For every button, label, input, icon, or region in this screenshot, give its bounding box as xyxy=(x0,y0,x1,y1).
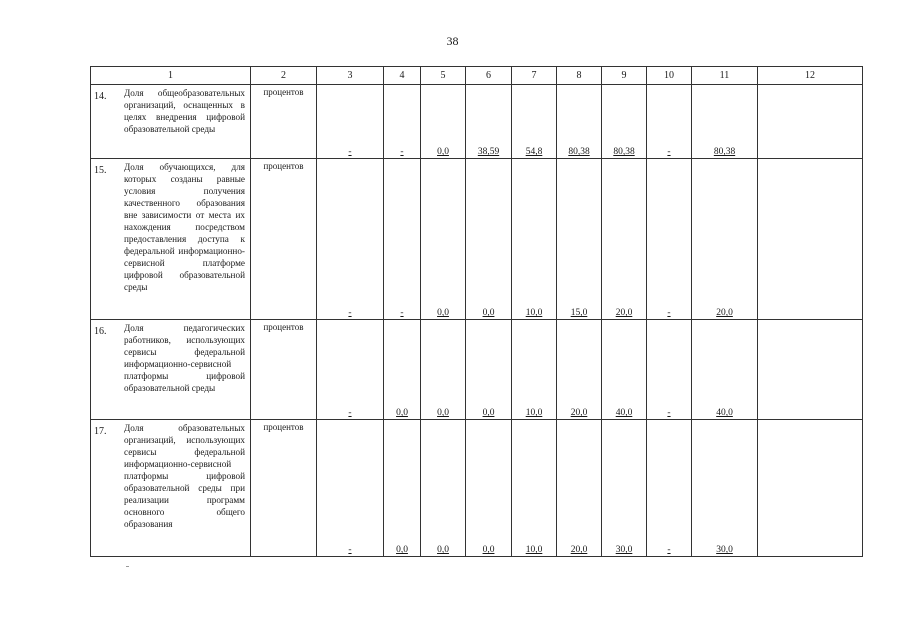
scan-mark xyxy=(126,566,129,567)
indicator-cell xyxy=(91,420,251,557)
column-header: 6 xyxy=(466,67,512,85)
value-cell: 80,38 xyxy=(692,85,758,159)
value-cell: 20,0 xyxy=(602,159,647,320)
column-12-cell xyxy=(758,159,863,320)
indicator-name: Доля педагогических работников, использующих сервисы федеральной информационно-сервисной платформы цифровой образовательной среды xyxy=(124,323,245,393)
indicator-cell xyxy=(91,320,251,420)
column-header: 12 xyxy=(758,67,863,85)
value-cell: - xyxy=(317,420,384,557)
column-header: 10 xyxy=(647,67,692,85)
indicator-name: Доля образовательных организаций, использующих сервисы федеральной информационно-сервисной платформы цифровой образовательной среды при реализации программ основного общего образования xyxy=(124,423,245,529)
unit-cell: процентов xyxy=(251,159,317,320)
indicator-cell xyxy=(91,85,251,159)
column-header: 11 xyxy=(692,67,758,85)
value-cell: 30,0 xyxy=(602,420,647,557)
column-header: 1 xyxy=(91,67,251,85)
row-number: 15. xyxy=(94,165,107,176)
column-header: 4 xyxy=(384,67,421,85)
column-12-cell xyxy=(758,420,863,557)
column-header: 5 xyxy=(421,67,466,85)
indicator-cell xyxy=(91,159,251,320)
column-12-cell xyxy=(758,85,863,159)
table-row xyxy=(91,85,863,159)
value-cell: 10,0 xyxy=(512,320,557,420)
value-cell: - xyxy=(647,420,692,557)
value-cell: 0,0 xyxy=(466,420,512,557)
value-cell: 0,0 xyxy=(421,85,466,159)
value-cell: 0,0 xyxy=(384,420,421,557)
column-header: 2 xyxy=(251,67,317,85)
value-cell: 20,0 xyxy=(692,159,758,320)
column-header: 8 xyxy=(557,67,602,85)
unit-cell: процентов xyxy=(251,320,317,420)
value-cell: 80,38 xyxy=(602,85,647,159)
value-cell: 54,8 xyxy=(512,85,557,159)
table-row xyxy=(91,320,863,420)
value-cell: - xyxy=(384,85,421,159)
value-cell: - xyxy=(647,85,692,159)
value-cell: 40,0 xyxy=(602,320,647,420)
value-cell: 30,0 xyxy=(692,420,758,557)
value-cell: - xyxy=(317,320,384,420)
unit-cell: процентов xyxy=(251,420,317,557)
value-cell: - xyxy=(317,85,384,159)
value-cell: 0,0 xyxy=(421,420,466,557)
value-cell: 0,0 xyxy=(466,159,512,320)
value-cell: 0,0 xyxy=(421,320,466,420)
indicator-name: Доля общеобразовательных организаций, оснащенных в целях внедрения цифровой образовательной среды xyxy=(124,88,245,134)
row-number: 16. xyxy=(94,326,107,337)
value-cell: 80,38 xyxy=(557,85,602,159)
value-cell: 0,0 xyxy=(421,159,466,320)
column-12-cell xyxy=(758,320,863,420)
page-number: 38 xyxy=(446,34,459,48)
value-cell: - xyxy=(647,159,692,320)
value-cell: 0,0 xyxy=(384,320,421,420)
value-cell: 10,0 xyxy=(512,420,557,557)
unit-cell: процентов xyxy=(251,85,317,159)
value-cell: - xyxy=(647,320,692,420)
value-cell: 0,0 xyxy=(466,320,512,420)
value-cell: 38,59 xyxy=(466,85,512,159)
value-cell: 40,0 xyxy=(692,320,758,420)
value-cell: - xyxy=(317,159,384,320)
value-cell: 10,0 xyxy=(512,159,557,320)
row-number: 14. xyxy=(94,91,107,102)
value-cell: - xyxy=(384,159,421,320)
value-cell: 20,0 xyxy=(557,420,602,557)
column-number-header-row xyxy=(91,67,863,85)
column-header: 7 xyxy=(512,67,557,85)
indicators-table xyxy=(90,66,863,557)
column-header: 9 xyxy=(602,67,647,85)
column-header: 3 xyxy=(317,67,384,85)
row-number: 17. xyxy=(94,426,107,437)
indicator-name: Доля обучающихся, для которых созданы равные условия получения качественного образования вне зависимости от места их нахождения посредством предоставления доступа к федеральной информационно-сервисной платформе цифровой образовательной среды xyxy=(124,162,245,292)
table-row xyxy=(91,159,863,320)
value-cell: 15,0 xyxy=(557,159,602,320)
table-row xyxy=(91,420,863,557)
value-cell: 20,0 xyxy=(557,320,602,420)
